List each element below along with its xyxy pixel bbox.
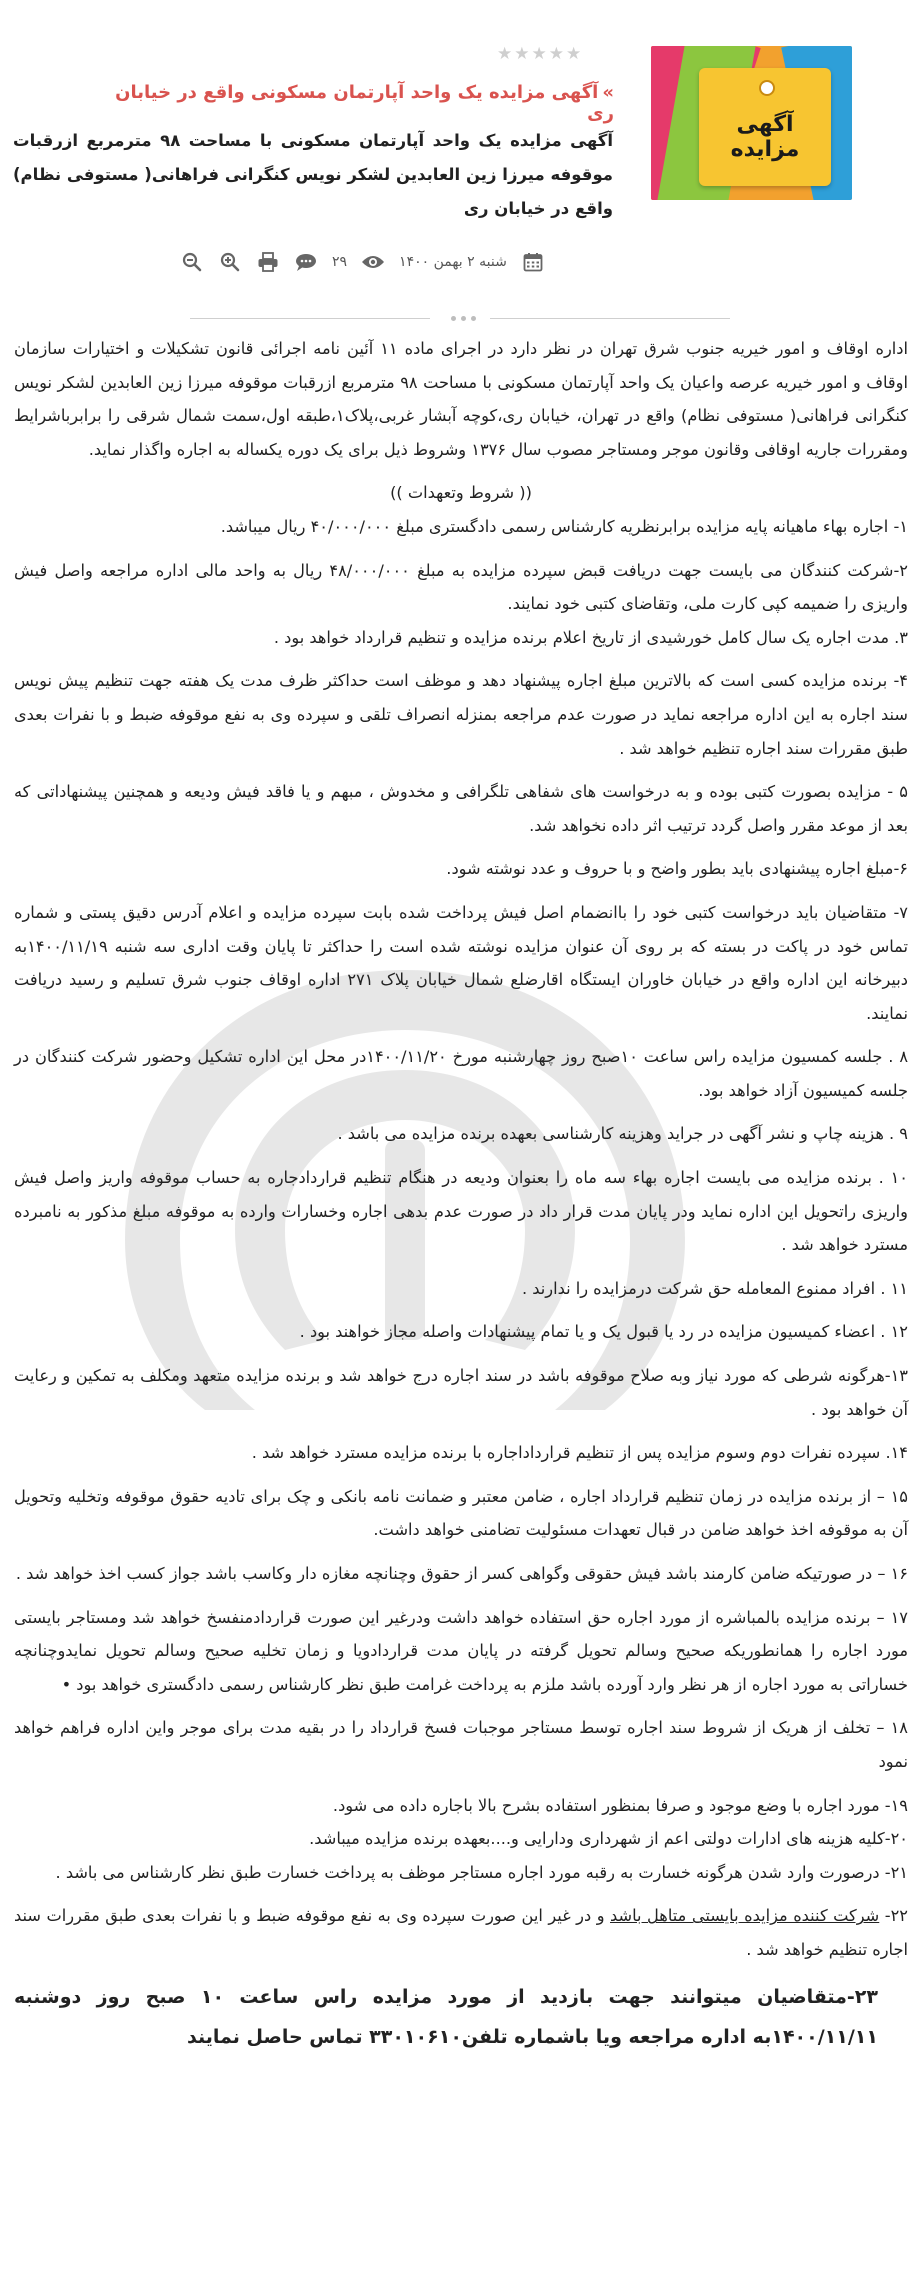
condition-item: ۱۷ – برنده مزایده بالمباشره از مورد اجاره حق استفاده خواهد داشت ودرغیر این صورت قراردادمنفسخ خواهد شد ومستاجر بایستی مورد اجاره را همانطوریکه صحیح وسالم تحویل گرفته در پایان مدت قراردادویا و زمان تخلیه صحیح وسالم تحویل نمایدوچنانچه خساراتی به مورد اجاره از هر نظر وارد آورده باشد ملزم به پرداخت غرامت طبق نظر کارشناس رسمی دادگستری خواهد بود • bbox=[14, 1607, 908, 1694]
star-icon[interactable]: ★ bbox=[497, 44, 513, 64]
condition-item: ۷- متقاضیان باید درخواست کتبی خود را باانضمام اصل فیش پرداخت شده بابت سپرده مزایده و اعلام آدرس دقیق پستی و شماره تماس خود در پاکت در بسته که بر روی آن عنوان مزایده نوشته شده است را حداکثر تا پایان وقت اداری سه شنبه ۱۴۰۰/۱۱/۱۹به دبیرخانه این اداره واقع در خیابان خاوران ایستگاه اقارضلع شمال خیابان پلاک ۲۷۱ اداره اوقاف جنوب شرق تسلیم و رسید دریافت نمایند. bbox=[14, 902, 908, 1023]
eye-icon bbox=[361, 250, 385, 274]
condition-item: ۴- برنده مزایده کسی است که بالاترین مبلغ اجاره پیشنهاد دهد و موظف است حداکثر ظرف مدت یک هفته جهت تنظیم پیش نویس سند اجاره به این اداره مراجعه نماید در صورت عدم مراجعه بمنزله انصراف تلقی و سپرده وی به نفع موقوفه ضبط و با نفرات بعدی طبق مقررات سند اجاره تنظیم خواهد شد . bbox=[14, 671, 908, 758]
article-summary: آگهی مزایده یک واحد آپارتمان مسکونی با مساحت ۹۸ مترمربع ازرقبات موقوفه میرزا زین العابدین لشکر نویس کنگرانی فراهانی( مستوفی نظام) واقع در خیابان ری bbox=[13, 131, 614, 218]
condition-item: ۲۰-کلیه هزینه های ادارات دولتی اعم از شهرداری ودارایی و....بعهده برنده مزایده میباشد. bbox=[309, 1829, 908, 1849]
conditions-heading: (( شروط وتعهدات )) bbox=[390, 483, 532, 503]
condition-item: ۱- اجاره بهاء ماهیانه پایه مزایده برابرنظریه کارشناس رسمی دادگستری مبلغ ۴۰/۰۰۰/۰۰۰ ریال میباشد. bbox=[220, 516, 908, 536]
condition-item: ۱۲ . اعضاء کمیسیون مزایده در رد یا قبول یک و یا تمام پیشنهادات واصله مجاز خواهند بود . bbox=[299, 1322, 908, 1342]
divider-line bbox=[190, 318, 430, 319]
condition-item bbox=[14, 1899, 908, 1966]
condition-item: ۱۴. سپرده نفرات دوم وسوم مزایده پس از تنظیم قرارداداجاره با برنده مزایده مسترد خواهد شد . bbox=[251, 1443, 908, 1463]
zoom-in-icon[interactable] bbox=[218, 250, 242, 274]
condition-item: ۱۵ – از برنده مزایده در زمان تنظیم قرارداد اجاره ، ضامن معتبر و ضمانت نامه بانکی و چک برای تادیه حقوق موقوفه وتخلیه وتحویل آن به موقوفه اخذ خواهد ضامن در قبال تعهدات مسئولیت تضامنی خواهد داشت. bbox=[14, 1486, 908, 1540]
calendar-icon bbox=[521, 250, 545, 274]
star-icon[interactable]: ★ bbox=[531, 44, 547, 64]
condition-item: ۱۰ . برنده مزایده می بایست اجاره بهاء سه ماه را بعنوان ودیعه در هنگام تنظیم قراردادجاره به حساب موقوفه واریز واصل فیش واریزی راتحویل این اداره نماید ودر پایان مدت قرار داد در صورت عدم بدهی اجاره وخسارات وارده به موقوفه مبلغ مذکور به نامبرده مسترد خواهد شد . bbox=[14, 1168, 908, 1255]
star-icon[interactable]: ★ bbox=[514, 44, 530, 64]
section-divider bbox=[190, 314, 730, 324]
condition-item: ۱۹- مورد اجاره با وضع موجود و صرفا بمنظور استفاده بشرح بالا باجاره داده می شود. bbox=[332, 1795, 908, 1815]
star-icon[interactable]: ★ bbox=[566, 44, 582, 64]
auction-thumbnail-image bbox=[651, 46, 852, 200]
article-toolbar bbox=[180, 248, 580, 276]
divider-dots bbox=[448, 314, 478, 324]
tag-hole bbox=[759, 80, 775, 96]
publish-date: شنبه ۲ بهمن ۱۴۰۰ bbox=[399, 254, 507, 270]
condition-item: ۲۱- درصورت وارد شدن هرگونه خسارت به رقبه مورد اجاره مستاجر موظف به پرداخت خسارت طبق نظر کارشناس می باشد . bbox=[55, 1862, 908, 1882]
article-title[interactable] bbox=[94, 82, 614, 124]
condition-item: ۳. مدت اجاره یک سال کامل خورشیدی از تاریخ اعلام برنده مزایده و تنظیم قرارداد خواهد بود . bbox=[273, 627, 908, 647]
visit-notice: ۲۳-متقاضیان میتوانند جهت بازدید از مورد مزایده راس ساعت ۱۰ صبح روز دوشنبه ۱۴۰۰/۱۱/۱۱به اداره مراجعه ویا باشماره تلفن۳۳۰۱۰۶۱۰ تماس حاصل نمایند bbox=[14, 1985, 878, 2048]
zoom-out-icon[interactable] bbox=[180, 250, 204, 274]
rating-stars[interactable] bbox=[497, 44, 589, 64]
condition-text: و در غیر این صورت سپرده وی به نفع موقوفه ضبط و با نفرات بعدی طبق مقررات سند اجاره تنظیم خواهد شد . bbox=[14, 1906, 908, 1959]
condition-item: ۶-مبلغ اجاره پیشنهادی باید بطور واضح و با حروف و عدد نوشته شود. bbox=[446, 859, 908, 879]
print-icon[interactable] bbox=[256, 250, 280, 274]
views-count: ۲۹ bbox=[332, 254, 348, 270]
article-body bbox=[14, 332, 908, 2067]
condition-item: ۱۶ – در صورتیکه ضامن کارمند باشد فیش حقوقی وگواهی کسر از حقوق وچنانچه مغازه دار وکاسب باشد جواز کسب اخذ خواهد شد . bbox=[15, 1564, 908, 1583]
chevron-icon: » bbox=[602, 82, 614, 103]
intro-paragraph: اداره اوقاف و امور خیریه جنوب شرق تهران در نظر دارد در اجرای ماده ۱۱ آئین نامه اجرائی قانون تشکیلات و اختیارات سازمان اوقاف و امور خیریه عرصه واعیان یک واحد آپارتمان مسکونی با مساحت ۹۸ مترمربع ازرقبات موقوفه میرزا زین العابدین لشکر نویس کنگرانی فراهانی( مستوفی نظام) واقع در تهران، خیابان ری،کوچه آبشار غربی،پلاک۱،طبقه اول،سمت شمال شرقی را برابرباشرایط ومقررات جاریه اوقافی وقانون موجر ومستاجر مصوب سال ۱۳۷۶ وشروط ذیل برای یک دوره یکساله به اجاره واگذار نماید. bbox=[14, 339, 908, 459]
comment-icon[interactable] bbox=[294, 250, 318, 274]
condition-item: ۱۱ . افراد ممنوع المعامله حق شرکت درمزایده را ندارند . bbox=[521, 1278, 908, 1298]
condition-item: ۲-شرکت کنندگان می بایست جهت دریافت قبض سپرده مزایده به مبلغ ۴۸/۰۰۰/۰۰۰ ریال به واحد مالی اداره مراجعه واصل فیش واریزی را ضمیمه کپی کارت ملی، وتقاضای کتبی خود نمایند. bbox=[14, 560, 908, 614]
condition-item: ۱۸ – تخلف از هریک از شروط سند اجاره توسط مستاجر موجبات فسخ قرارداد را در بقیه مدت برای موجر واین اداره فراهم خواهد نمود bbox=[14, 1718, 908, 1771]
divider-line bbox=[490, 318, 730, 319]
condition-item: ۱۳-هرگونه شرطی که مورد نیاز وبه صلاح موقوفه باشد در سند اجاره درج خواهد شد و برنده مزایده متعهد ومکلف به تمکین و رعایت آن خواهد بود . bbox=[14, 1366, 908, 1419]
star-icon[interactable]: ★ bbox=[548, 44, 564, 64]
condition-number: ۲۲- bbox=[879, 1906, 908, 1926]
condition-item: ۸ . جلسه کمسیون مزایده راس ساعت ۱۰صبح روز چهارشنبه مورخ ۱۴۰۰/۱۱/۲۰در محل این اداره تشکیل وحضور شرکت کنندگان در جلسه کمیسیون آزاد خواهد بود. bbox=[14, 1047, 909, 1100]
underlined-condition: شرکت کننده مزایده بایستی متاهل باشد bbox=[610, 1906, 880, 1926]
thumbnail-label: آگهی مزایده bbox=[730, 112, 800, 162]
condition-item: ۵ - مزایده بصورت کتبی بوده و به درخواست های شفاهی تلگرافی و مخدوش ، مبهم و یا فاقد فیش ودیعه و همچنین پیشنهاداتی که بعد از موعد مقرر واصل گردد ترتیب اثر داده نخواهد شد. bbox=[14, 782, 908, 835]
article-title-text[interactable]: آگهی مزایده یک واحد آپارتمان مسکونی واقع در خیابان ری bbox=[115, 82, 614, 124]
condition-item: ۹ . هزینه چاپ و نشر آگهی در جراید وهزینه کارشناسی بعهده برنده مزایده می باشد . bbox=[337, 1124, 908, 1144]
